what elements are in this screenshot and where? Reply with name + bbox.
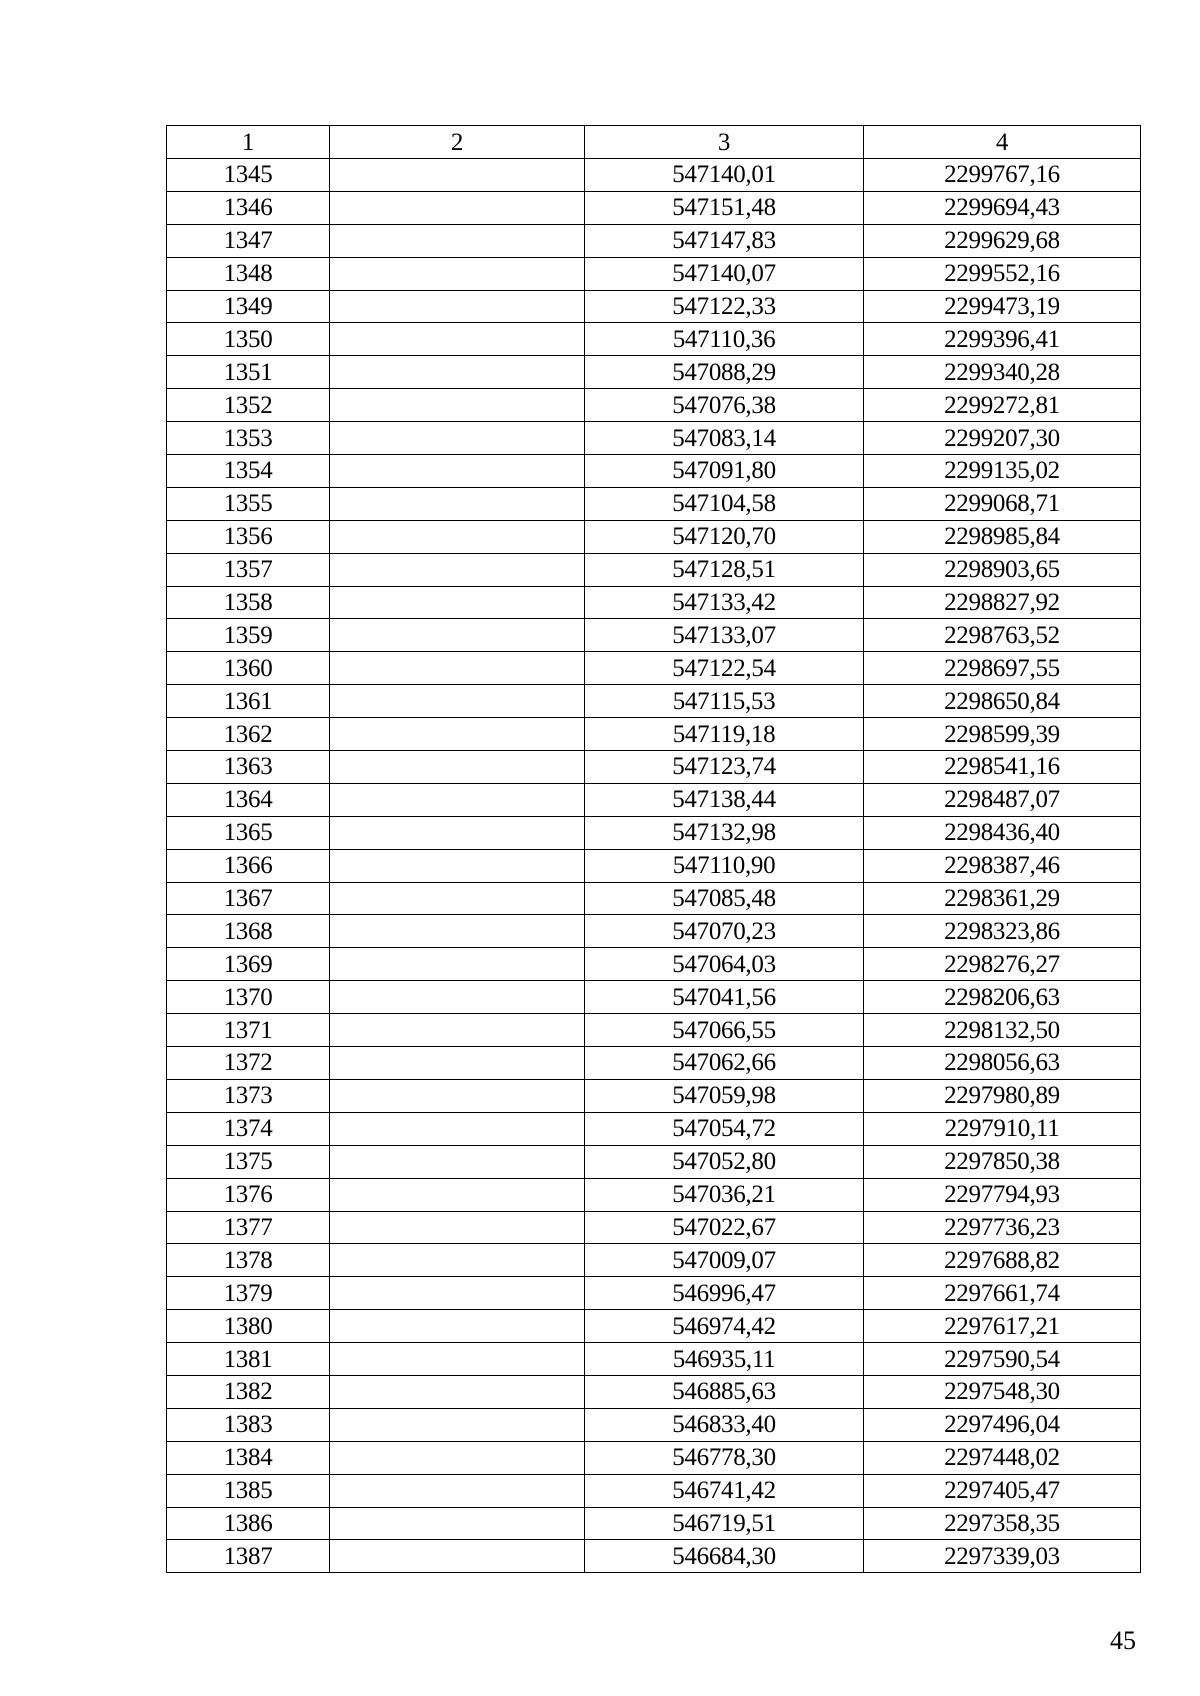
table-row: [167, 455, 1141, 488]
x-coordinate-cell: 547022,67: [585, 1211, 864, 1244]
x-coordinate-cell: 547132,98: [585, 816, 864, 849]
y-coordinate-cell: 2299767,16: [864, 159, 1141, 192]
empty-cell: [330, 1112, 585, 1145]
x-coordinate-cell: 547140,07: [585, 257, 864, 290]
point-number-cell: 1370: [167, 981, 330, 1014]
table-row: [167, 783, 1141, 816]
table-row: [167, 487, 1141, 520]
point-number-cell: 1381: [167, 1343, 330, 1376]
x-coordinate-cell: 547123,74: [585, 751, 864, 784]
table-row: [167, 191, 1141, 224]
y-coordinate-cell: 2298763,52: [864, 619, 1141, 652]
x-coordinate-cell: 547041,56: [585, 981, 864, 1014]
empty-cell: [330, 487, 585, 520]
page-number: 45: [1110, 1626, 1136, 1655]
table-row: [167, 1277, 1141, 1310]
table-row: [167, 1047, 1141, 1080]
table-body: [167, 159, 1141, 1573]
x-coordinate-cell: 547070,23: [585, 915, 864, 948]
table-row: [167, 1112, 1141, 1145]
empty-cell: [330, 751, 585, 784]
point-number-cell: 1362: [167, 718, 330, 751]
x-coordinate-cell: 547110,90: [585, 849, 864, 882]
point-number-cell: 1367: [167, 882, 330, 915]
table-row: [167, 323, 1141, 356]
header-row: [167, 126, 1141, 159]
empty-cell: [330, 455, 585, 488]
y-coordinate-cell: 2297661,74: [864, 1277, 1141, 1310]
empty-cell: [330, 882, 585, 915]
y-coordinate-cell: 2298276,27: [864, 948, 1141, 981]
column-header-3: 3: [585, 126, 864, 159]
empty-cell: [330, 257, 585, 290]
point-number-cell: 1352: [167, 389, 330, 422]
point-number-cell: 1374: [167, 1112, 330, 1145]
empty-cell: [330, 553, 585, 586]
column-header-2: 2: [330, 126, 585, 159]
x-coordinate-cell: 547076,38: [585, 389, 864, 422]
y-coordinate-cell: 2299068,71: [864, 487, 1141, 520]
x-coordinate-cell: 547036,21: [585, 1178, 864, 1211]
table-row: [167, 586, 1141, 619]
empty-cell: [330, 520, 585, 553]
empty-cell: [330, 1408, 585, 1441]
x-coordinate-cell: 547151,48: [585, 191, 864, 224]
table-row: [167, 1211, 1141, 1244]
empty-cell: [330, 1441, 585, 1474]
y-coordinate-cell: 2297794,93: [864, 1178, 1141, 1211]
empty-cell: [330, 290, 585, 323]
y-coordinate-cell: 2299135,02: [864, 455, 1141, 488]
point-number-cell: 1355: [167, 487, 330, 520]
x-coordinate-cell: 547140,01: [585, 159, 864, 192]
x-coordinate-cell: 547133,42: [585, 586, 864, 619]
point-number-cell: 1363: [167, 751, 330, 784]
empty-cell: [330, 356, 585, 389]
y-coordinate-cell: 2297736,23: [864, 1211, 1141, 1244]
x-coordinate-cell: 547009,07: [585, 1244, 864, 1277]
empty-cell: [330, 1277, 585, 1310]
x-coordinate-cell: 547062,66: [585, 1047, 864, 1080]
x-coordinate-cell: 547128,51: [585, 553, 864, 586]
empty-cell: [330, 1375, 585, 1408]
y-coordinate-cell: 2297448,02: [864, 1441, 1141, 1474]
empty-cell: [330, 159, 585, 192]
y-coordinate-cell: 2297496,04: [864, 1408, 1141, 1441]
point-number-cell: 1384: [167, 1441, 330, 1474]
empty-cell: [330, 1244, 585, 1277]
x-coordinate-cell: 547059,98: [585, 1079, 864, 1112]
point-number-cell: 1366: [167, 849, 330, 882]
table-row: [167, 1145, 1141, 1178]
y-coordinate-cell: 2298903,65: [864, 553, 1141, 586]
point-number-cell: 1357: [167, 553, 330, 586]
y-coordinate-cell: 2297405,47: [864, 1474, 1141, 1507]
empty-cell: [330, 718, 585, 751]
table-row: [167, 1507, 1141, 1540]
table-row: [167, 1178, 1141, 1211]
empty-cell: [330, 1014, 585, 1047]
point-number-cell: 1375: [167, 1145, 330, 1178]
table-row: [167, 1375, 1141, 1408]
empty-cell: [330, 849, 585, 882]
table-row: [167, 520, 1141, 553]
point-number-cell: 1369: [167, 948, 330, 981]
y-coordinate-cell: 2298323,86: [864, 915, 1141, 948]
x-coordinate-cell: 547083,14: [585, 422, 864, 455]
empty-cell: [330, 1310, 585, 1343]
y-coordinate-cell: 2297980,89: [864, 1079, 1141, 1112]
point-number-cell: 1345: [167, 159, 330, 192]
table-row: [167, 257, 1141, 290]
y-coordinate-cell: 2298361,29: [864, 882, 1141, 915]
y-coordinate-cell: 2298650,84: [864, 685, 1141, 718]
point-number-cell: 1356: [167, 520, 330, 553]
table-row: [167, 619, 1141, 652]
x-coordinate-cell: 546996,47: [585, 1277, 864, 1310]
point-number-cell: 1379: [167, 1277, 330, 1310]
empty-cell: [330, 1343, 585, 1376]
table-row: [167, 816, 1141, 849]
empty-cell: [330, 652, 585, 685]
y-coordinate-cell: 2299340,28: [864, 356, 1141, 389]
empty-cell: [330, 1507, 585, 1540]
empty-cell: [330, 1145, 585, 1178]
y-coordinate-cell: 2297358,35: [864, 1507, 1141, 1540]
y-coordinate-cell: 2298697,55: [864, 652, 1141, 685]
x-coordinate-cell: 547115,53: [585, 685, 864, 718]
table-row: [167, 159, 1141, 192]
x-coordinate-cell: 547066,55: [585, 1014, 864, 1047]
empty-cell: [330, 323, 585, 356]
x-coordinate-cell: 547052,80: [585, 1145, 864, 1178]
y-coordinate-cell: 2298387,46: [864, 849, 1141, 882]
y-coordinate-cell: 2298827,92: [864, 586, 1141, 619]
point-number-cell: 1354: [167, 455, 330, 488]
point-number-cell: 1347: [167, 224, 330, 257]
table-row: [167, 652, 1141, 685]
y-coordinate-cell: 2297339,03: [864, 1540, 1141, 1573]
point-number-cell: 1372: [167, 1047, 330, 1080]
x-coordinate-cell: 547122,54: [585, 652, 864, 685]
x-coordinate-cell: 546741,42: [585, 1474, 864, 1507]
table-row: [167, 685, 1141, 718]
x-coordinate-cell: 547110,36: [585, 323, 864, 356]
y-coordinate-cell: 2299694,43: [864, 191, 1141, 224]
empty-cell: [330, 1211, 585, 1244]
x-coordinate-cell: 547133,07: [585, 619, 864, 652]
x-coordinate-cell: 546885,63: [585, 1375, 864, 1408]
table-row: [167, 389, 1141, 422]
table-row: [167, 1014, 1141, 1047]
empty-cell: [330, 586, 585, 619]
y-coordinate-cell: 2298599,39: [864, 718, 1141, 751]
point-number-cell: 1383: [167, 1408, 330, 1441]
x-coordinate-cell: 547119,18: [585, 718, 864, 751]
table-row: [167, 915, 1141, 948]
table-row: [167, 1540, 1141, 1573]
empty-cell: [330, 191, 585, 224]
table-row: [167, 290, 1141, 323]
empty-cell: [330, 948, 585, 981]
y-coordinate-cell: 2298206,63: [864, 981, 1141, 1014]
point-number-cell: 1386: [167, 1507, 330, 1540]
empty-cell: [330, 816, 585, 849]
point-number-cell: 1385: [167, 1474, 330, 1507]
y-coordinate-cell: 2299396,41: [864, 323, 1141, 356]
x-coordinate-cell: 547138,44: [585, 783, 864, 816]
point-number-cell: 1348: [167, 257, 330, 290]
empty-cell: [330, 224, 585, 257]
empty-cell: [330, 1540, 585, 1573]
point-number-cell: 1371: [167, 1014, 330, 1047]
table-row: [167, 356, 1141, 389]
x-coordinate-cell: 546935,11: [585, 1343, 864, 1376]
table-row: [167, 751, 1141, 784]
y-coordinate-cell: 2299272,81: [864, 389, 1141, 422]
x-coordinate-cell: 546778,30: [585, 1441, 864, 1474]
empty-cell: [330, 981, 585, 1014]
column-header-4: 4: [864, 126, 1141, 159]
x-coordinate-cell: 546974,42: [585, 1310, 864, 1343]
table-header: [167, 126, 1141, 159]
x-coordinate-cell: 547054,72: [585, 1112, 864, 1145]
table-row: [167, 1441, 1141, 1474]
y-coordinate-cell: 2297548,30: [864, 1375, 1141, 1408]
point-number-cell: 1382: [167, 1375, 330, 1408]
coordinates-table: [166, 125, 1141, 1573]
point-number-cell: 1378: [167, 1244, 330, 1277]
point-number-cell: 1346: [167, 191, 330, 224]
y-coordinate-cell: 2297688,82: [864, 1244, 1141, 1277]
table-row: [167, 422, 1141, 455]
empty-cell: [330, 389, 585, 422]
point-number-cell: 1387: [167, 1540, 330, 1573]
empty-cell: [330, 783, 585, 816]
table-row: [167, 981, 1141, 1014]
x-coordinate-cell: 547091,80: [585, 455, 864, 488]
y-coordinate-cell: 2299207,30: [864, 422, 1141, 455]
point-number-cell: 1364: [167, 783, 330, 816]
empty-cell: [330, 422, 585, 455]
point-number-cell: 1380: [167, 1310, 330, 1343]
empty-cell: [330, 1079, 585, 1112]
x-coordinate-cell: 547104,58: [585, 487, 864, 520]
y-coordinate-cell: 2298487,07: [864, 783, 1141, 816]
point-number-cell: 1353: [167, 422, 330, 455]
point-number-cell: 1368: [167, 915, 330, 948]
table-row: [167, 1244, 1141, 1277]
table-row: [167, 718, 1141, 751]
y-coordinate-cell: 2299629,68: [864, 224, 1141, 257]
y-coordinate-cell: 2299473,19: [864, 290, 1141, 323]
x-coordinate-cell: 547147,83: [585, 224, 864, 257]
table-row: [167, 1079, 1141, 1112]
y-coordinate-cell: 2297590,54: [864, 1343, 1141, 1376]
point-number-cell: 1377: [167, 1211, 330, 1244]
y-coordinate-cell: 2298985,84: [864, 520, 1141, 553]
point-number-cell: 1376: [167, 1178, 330, 1211]
empty-cell: [330, 685, 585, 718]
point-number-cell: 1351: [167, 356, 330, 389]
point-number-cell: 1361: [167, 685, 330, 718]
x-coordinate-cell: 547120,70: [585, 520, 864, 553]
x-coordinate-cell: 547085,48: [585, 882, 864, 915]
point-number-cell: 1360: [167, 652, 330, 685]
x-coordinate-cell: 546684,30: [585, 1540, 864, 1573]
empty-cell: [330, 619, 585, 652]
column-header-1: 1: [167, 126, 330, 159]
table-row: [167, 849, 1141, 882]
point-number-cell: 1350: [167, 323, 330, 356]
point-number-cell: 1365: [167, 816, 330, 849]
table-row: [167, 1343, 1141, 1376]
y-coordinate-cell: 2297910,11: [864, 1112, 1141, 1145]
table-row: [167, 553, 1141, 586]
table-row: [167, 1474, 1141, 1507]
y-coordinate-cell: 2298056,63: [864, 1047, 1141, 1080]
y-coordinate-cell: 2297850,38: [864, 1145, 1141, 1178]
table-row: [167, 882, 1141, 915]
empty-cell: [330, 1474, 585, 1507]
empty-cell: [330, 915, 585, 948]
empty-cell: [330, 1047, 585, 1080]
x-coordinate-cell: 547088,29: [585, 356, 864, 389]
table-row: [167, 224, 1141, 257]
point-number-cell: 1358: [167, 586, 330, 619]
point-number-cell: 1359: [167, 619, 330, 652]
x-coordinate-cell: 547064,03: [585, 948, 864, 981]
x-coordinate-cell: 546719,51: [585, 1507, 864, 1540]
y-coordinate-cell: 2298541,16: [864, 751, 1141, 784]
point-number-cell: 1373: [167, 1079, 330, 1112]
y-coordinate-cell: 2297617,21: [864, 1310, 1141, 1343]
point-number-cell: 1349: [167, 290, 330, 323]
y-coordinate-cell: 2299552,16: [864, 257, 1141, 290]
y-coordinate-cell: 2298436,40: [864, 816, 1141, 849]
table-row: [167, 948, 1141, 981]
table-row: [167, 1408, 1141, 1441]
x-coordinate-cell: 546833,40: [585, 1408, 864, 1441]
y-coordinate-cell: 2298132,50: [864, 1014, 1141, 1047]
empty-cell: [330, 1178, 585, 1211]
x-coordinate-cell: 547122,33: [585, 290, 864, 323]
table-row: [167, 1310, 1141, 1343]
